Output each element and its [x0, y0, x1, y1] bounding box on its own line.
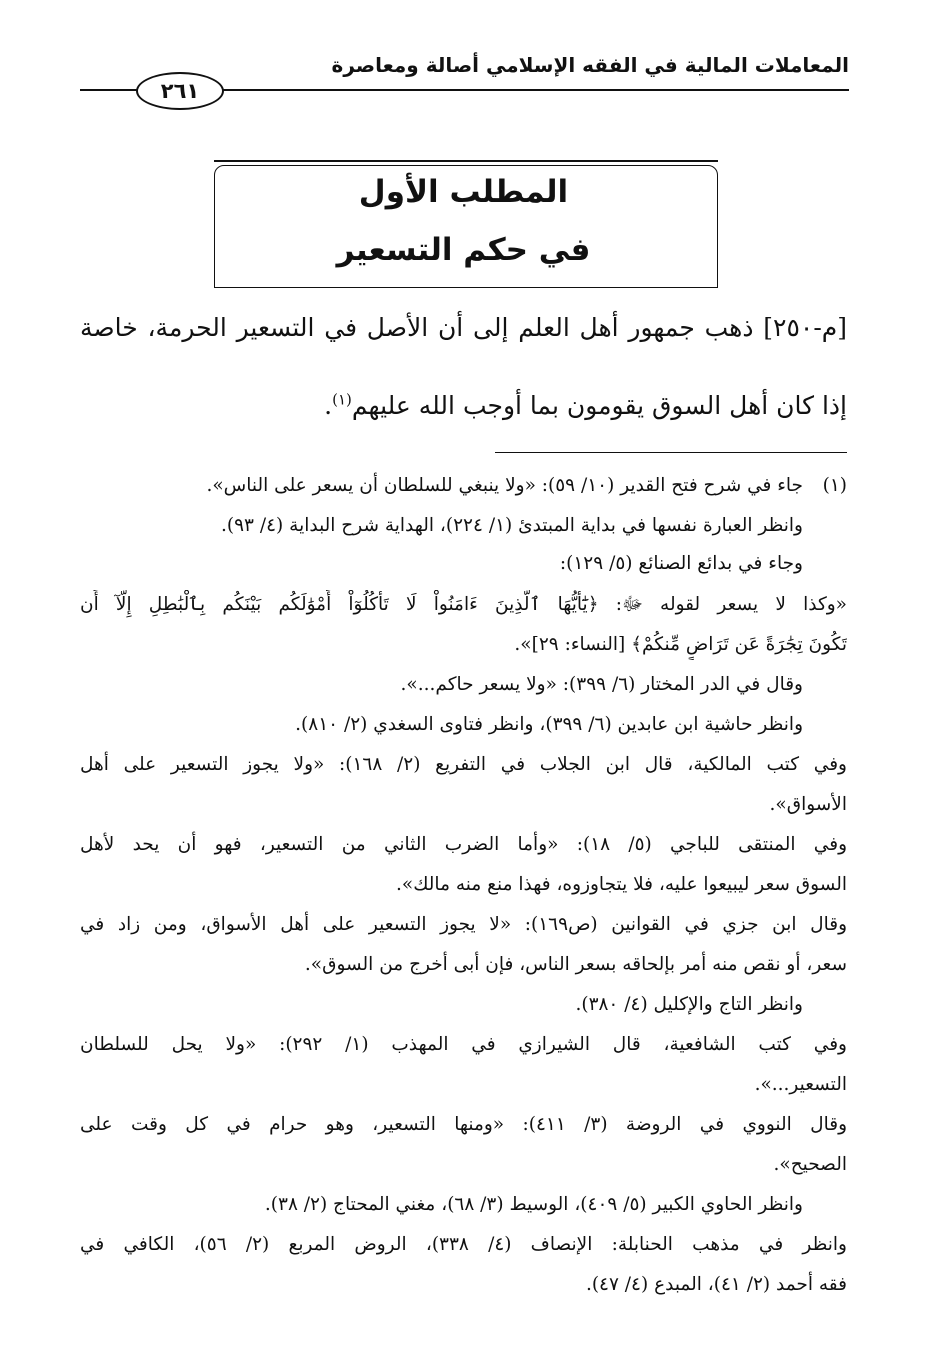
- section-box-top-rule: [214, 160, 718, 162]
- footnote-line: وفي المنتقى للباجي (٥/ ١٨): «وأما الضرب الثاني من التسعير، فهو أن يحد لأهل: [80, 834, 847, 855]
- footnote-line: «وكذا لا يسعر لقوله ﷻ: ﴿يَٰٓأَيُّهَا ٱلَّذِينَ ءَامَنُواْ لَا تَأْكُلُوٓاْ أَمْوَٰلَكُم بَيْنَكُم بِٱلْبَٰطِلِ إِلَّآ أَن: [80, 594, 847, 615]
- body-line-2-text: إذا كان أهل السوق يقومون بما أوجب الله عليهم: [351, 391, 847, 420]
- footnote-line: فقه أحمد (٢/ ٤١)، المبدع (٤/ ٤٧).: [585, 1274, 847, 1295]
- body-line-2: [80, 386, 847, 426]
- footnote-line: وانظر حاشية ابن عابدين (٦/ ٣٩٩)، وانظر فتاوى السغدي (٢/ ٨١٠).: [295, 714, 803, 735]
- footnote-line: وفي كتب الشافعية، قال الشيرازي في المهذب (١/ ٢٩٢): «ولا يحل للسلطان: [80, 1034, 847, 1055]
- footnote-line: وانظر العبارة نفسها في بداية المبتدئ (١/ ٢٢٤)، الهداية شرح البداية (٤/ ٩٣).: [221, 515, 803, 536]
- footnote-line: وقال النووي في الروضة (٣/ ٤١١): «ومنها التسعير، وهو حرام في كل وقت على: [80, 1114, 847, 1135]
- footnote-line: وفي كتب المالكية، قال ابن الجلاب في التفريع (٢/ ١٦٨): «ولا يجوز التسعير على أهل: [80, 754, 847, 775]
- footnote-line: سعر، أو نقص منه أمر بإلحاقه بسعر الناس، فإن أبى أخرج من السوق».: [304, 954, 847, 975]
- footnote-line: الأسواق».: [769, 794, 847, 815]
- footnote-line: وانظر في مذهب الحنابلة: الإنصاف (٤/ ٣٣٨)، الروض المربع (٢/ ٥٦)، الكافي في: [80, 1234, 847, 1255]
- running-title: المعاملات المالية في الفقه الإسلامي أصالة ومعاصرة: [331, 53, 849, 77]
- page-number: ٢٦١: [136, 72, 224, 110]
- footnote-line: وانظر الحاوي الكبير (٥/ ٤٠٩)، الوسيط (٣/ ٦٨)، مغني المحتاج (٢/ ٣٨).: [264, 1194, 803, 1215]
- footnote-separator: [495, 452, 847, 453]
- body-line-1: [م-٢٥٠] ذهب جمهور أهل العلم إلى أن الأصل في التسعير الحرمة، خاصة: [80, 313, 847, 342]
- footnote-line: التسعير...».: [754, 1074, 847, 1095]
- body-line-2-end: .: [324, 391, 333, 420]
- section-subtitle: في حكم التسعير: [336, 232, 591, 268]
- footnote-line: تَكُونَ تِجَٰرَةً عَن تَرَاضٍ مِّنكُمْ﴾ [النساء: ٢٩]».: [514, 634, 847, 655]
- footnote-marker: (١): [822, 475, 847, 496]
- section-title: المطلب الأول: [358, 174, 569, 210]
- footnote-line: الصحيح».: [773, 1154, 847, 1175]
- footnote-line: وجاء في بدائع الصنائع (٥/ ١٢٩):: [559, 553, 803, 574]
- footnote-line: وانظر التاج والإكليل (٤/ ٣٨٠).: [575, 994, 803, 1015]
- footnote-reference[interactable]: (١): [332, 390, 352, 409]
- footnote-line: السوق سعر ليبيعوا عليه، فلا يتجاوزوه، فهذا منع منه مالك».: [396, 874, 847, 895]
- footnote-line: وقال في الدر المختار (٦/ ٣٩٩): «ولا يسعر حاكم...».: [400, 674, 803, 695]
- footnote-line: جاء في شرح فتح القدير (١٠/ ٥٩): «ولا ينبغي للسلطان أن يسعر على الناس».: [206, 475, 803, 496]
- footnote-line: وقال ابن جزي في القوانين (ص١٦٩): «لا يجوز التسعير على أهل الأسواق، ومن زاد في: [80, 914, 847, 935]
